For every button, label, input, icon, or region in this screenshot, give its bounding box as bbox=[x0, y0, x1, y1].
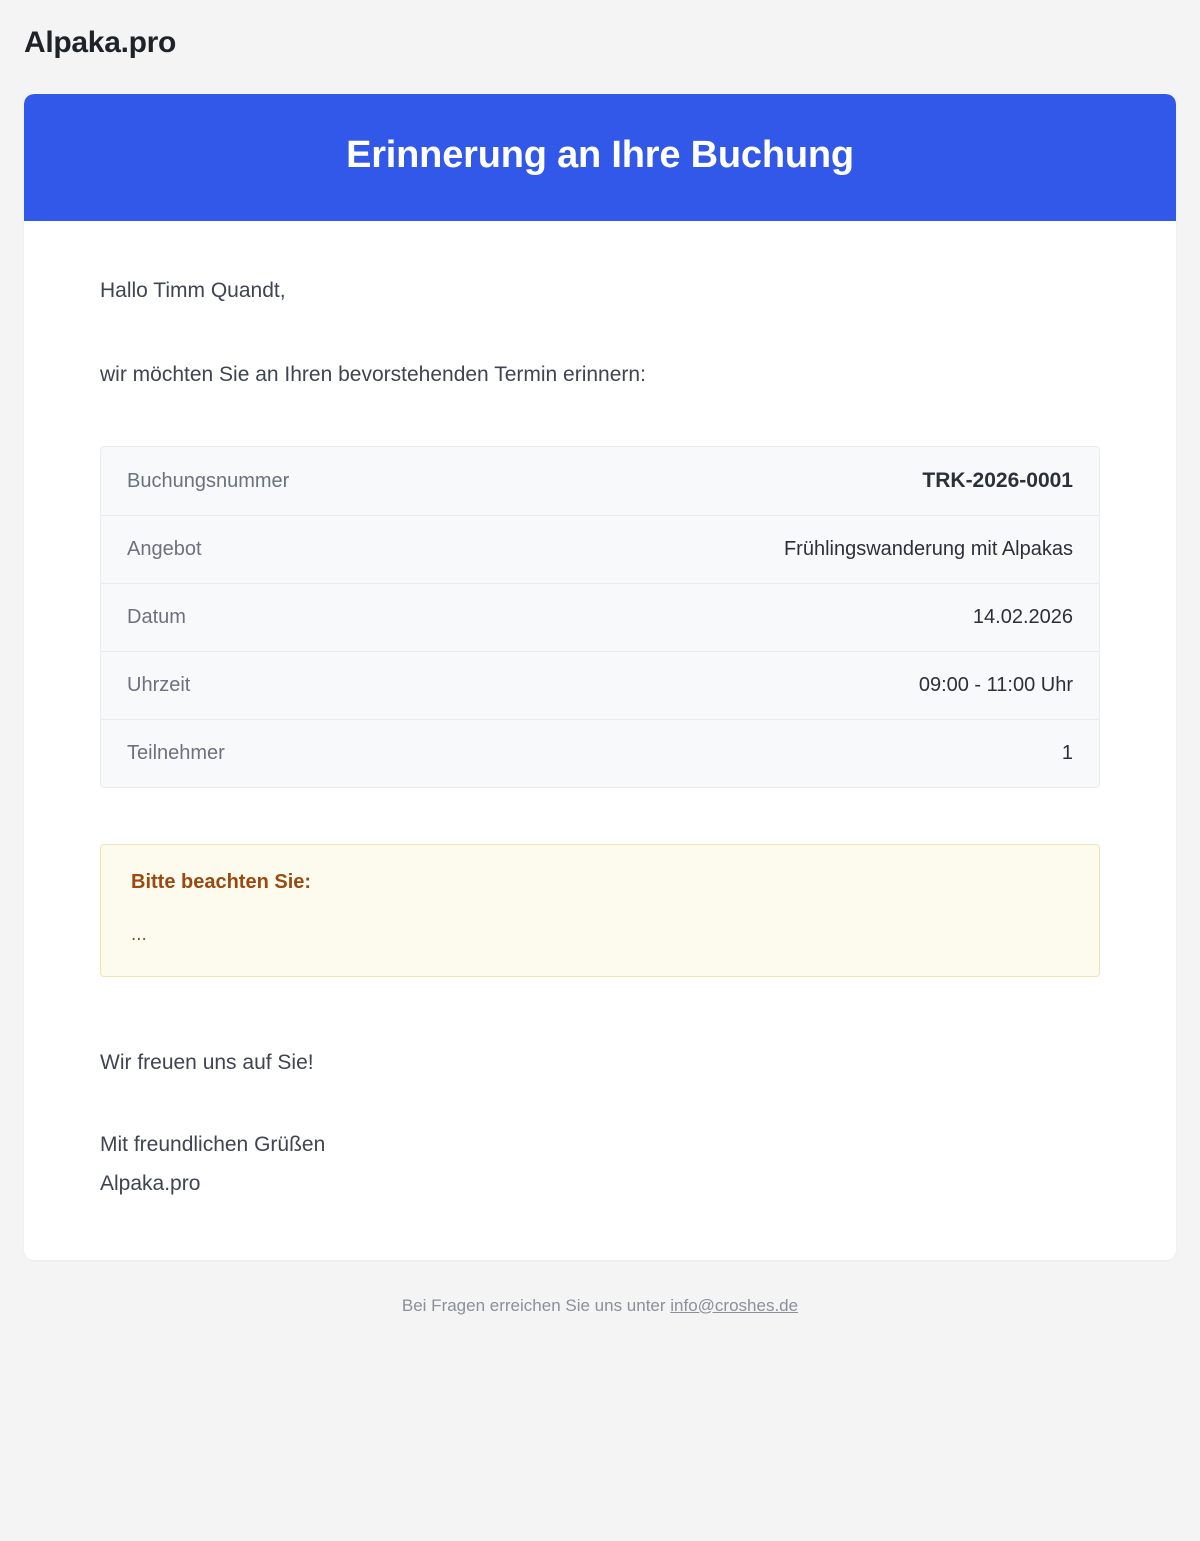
email-card bbox=[24, 94, 1176, 1260]
detail-value: 14.02.2026 bbox=[972, 606, 1073, 628]
greeting-text: Hallo Timm Quandt, bbox=[100, 279, 286, 302]
notice-box bbox=[100, 844, 1100, 977]
detail-label: Angebot bbox=[127, 538, 202, 560]
signature-line: Alpaka.pro bbox=[100, 1172, 201, 1195]
email-header-title: Erinnerung an Ihre Buchung bbox=[346, 134, 854, 176]
detail-value: TRK-2026-0001 bbox=[922, 469, 1073, 492]
support-email-link[interactable]: info@croshes.de bbox=[670, 1295, 799, 1315]
email-body bbox=[24, 221, 1176, 1260]
email-footer bbox=[0, 1260, 1200, 1356]
detail-label: Teilnehmer bbox=[127, 742, 225, 764]
detail-value: 1 bbox=[1061, 742, 1073, 764]
intro-text: wir möchten Sie an Ihren bevorstehenden Termin erinnern: bbox=[100, 362, 646, 386]
closing-text: Wir freuen uns auf Sie! bbox=[100, 1051, 314, 1074]
detail-value: 09:00 - 11:00 Uhr bbox=[918, 674, 1073, 696]
detail-value: Frühlingswanderung mit Alpakas bbox=[783, 538, 1073, 560]
table-row bbox=[101, 447, 1099, 516]
booking-details-table bbox=[100, 446, 1100, 788]
table-row bbox=[101, 516, 1099, 584]
notice-title: Bitte beachten Sie: bbox=[131, 871, 312, 893]
signature-block bbox=[100, 1129, 1100, 1200]
email-header bbox=[24, 94, 1176, 221]
footer-text: Bei Fragen erreichen Sie uns unter bbox=[401, 1295, 671, 1315]
brand-title: Alpaka.pro bbox=[24, 26, 177, 59]
signature-line: Mit freundlichen Grüßen bbox=[100, 1132, 326, 1156]
detail-label: Datum bbox=[127, 606, 186, 628]
table-row bbox=[101, 584, 1099, 652]
detail-label: Uhrzeit bbox=[127, 674, 191, 696]
detail-label: Buchungsnummer bbox=[127, 469, 290, 492]
notice-text: ... bbox=[131, 924, 147, 945]
table-row bbox=[101, 720, 1099, 787]
table-row bbox=[101, 652, 1099, 720]
